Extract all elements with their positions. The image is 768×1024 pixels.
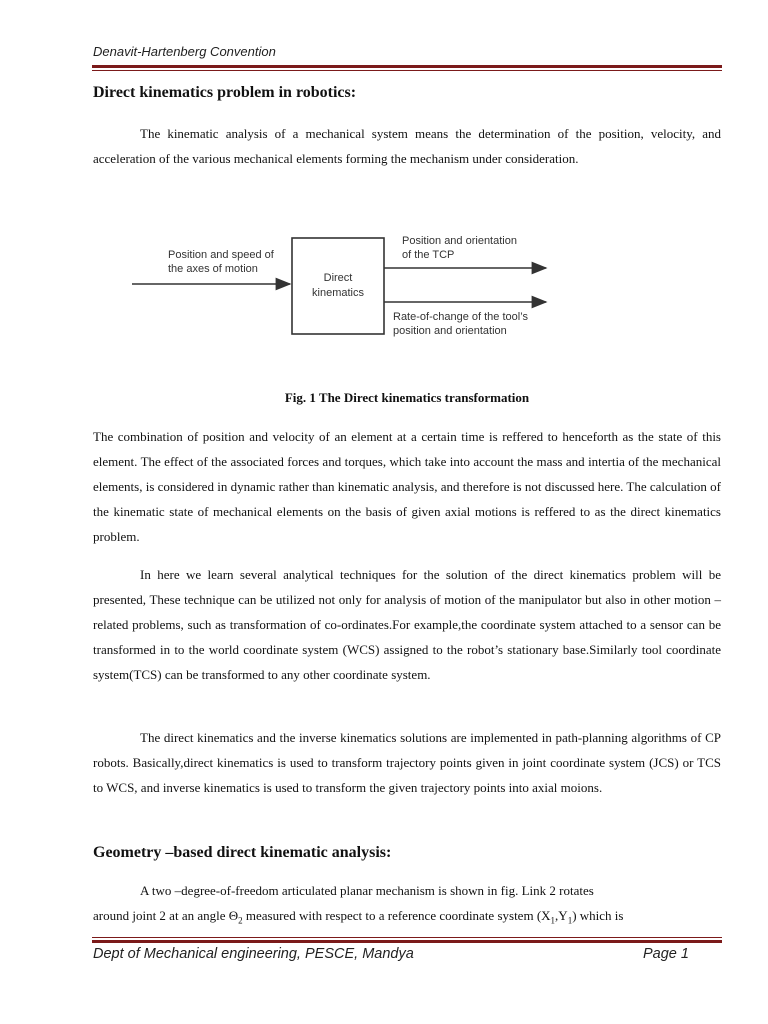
text-run: around joint 2 at an angle Θ (93, 908, 239, 923)
subscript-x: 1 (550, 915, 556, 926)
footer-department: Dept of Mechanical engineering, PESCE, Mandya (93, 946, 414, 962)
direct-kinematics-diagram (130, 226, 560, 376)
box-label-line2: kinematics (312, 287, 364, 299)
header-rule-thin (92, 70, 722, 71)
paragraph-planar-mechanism-line1: A two –degree-of-freedom articulated planar mechanism is shown in fig. Link 2 rotates (140, 883, 594, 898)
footer-page-number: Page 1 (643, 946, 689, 962)
input-label-line1: Position and speed of (168, 249, 274, 261)
input-label-line2: the axes of motion (168, 263, 258, 275)
output2-label-line1: Rate-of-change of the tool’s (393, 311, 528, 323)
footer-rule-thin (92, 937, 722, 938)
output1-label-line1: Position and orientation (402, 235, 517, 247)
box-label-line1: Direct (323, 272, 353, 284)
subscript-y: 1 (567, 915, 573, 926)
text-run: ) which is (572, 908, 624, 923)
footer-rule-thick (92, 940, 722, 943)
output2-label-line2: position and orientation (393, 325, 507, 337)
paragraph-kinematic-analysis: The kinematic analysis of a mechanical system means the determination of the position, velocity, and acceleration of the various mechanical elements forming the mechanism under consideration. (93, 126, 721, 166)
paragraph-state-definition: The combination of position and velocity of an element at a certain time is reffered to henceforth as the state of this element. The effect of the associated forces and torques, which take into account the mass and intertia of the mechanical elements, is considered in dynamic rather than kinematic analysis, and therefore is not discussed here. The calculation of the kinematic state of mechanical elements on the basis of given axial motions is reffered to as the direct kinematics problem. (93, 429, 721, 544)
paragraph-planar-mechanism-line2 (93, 903, 721, 934)
subscript-theta: 2 (238, 915, 243, 926)
figure-caption: Fig. 1 The Direct kinematics transformation (284, 390, 530, 405)
section-heading-geometry: Geometry –based direct kinematic analysis: (93, 844, 392, 861)
running-header: Denavit-Hartenberg Convention (93, 44, 276, 59)
header-rule-thick (92, 65, 722, 68)
direct-kinematics-box (292, 238, 384, 334)
text-run: measured with respect to a reference coordinate system (X (242, 908, 551, 923)
text-run: ,Y (555, 908, 568, 923)
paragraph-analytical-techniques: In here we learn several analytical techniques for the solution of the direct kinematics problem will be presented, These technique can be utilized not only for analysis of motion of the manipulator but also in other motion – related problems, such as transformation of co-ordinates.For example,the coordinate system attached to a sensor can be transformed in to the world coordinate system (WCS) assigned to the robot’s stationary base.Similarly tool coordinate system(TCS) can be transformed to any other coordinate system. (93, 567, 721, 682)
output1-label-line2: of the TCP (402, 249, 455, 261)
section-heading-direct-kinematics: Direct kinematics problem in robotics: (93, 84, 357, 101)
paragraph-path-planning: The direct kinematics and the inverse kinematics solutions are implemented in path-planning algorithms of CP robots. Basically,direct kinematics is used to transform trajectory points given in joint coordinate system (JCS) or TCS to WCS, and inverse kinematics is used to transform the given trajectory points into axial moions. (93, 730, 721, 795)
